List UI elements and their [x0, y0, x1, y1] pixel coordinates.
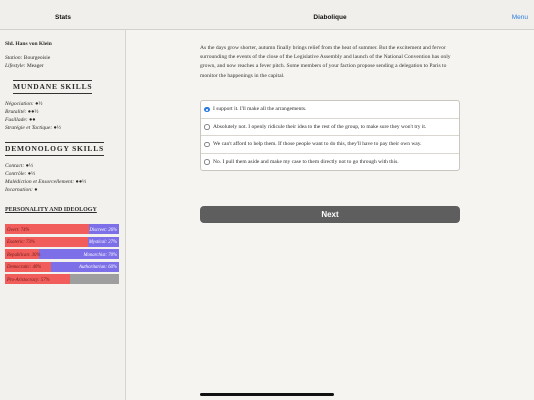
stats-title: Stats: [55, 14, 71, 21]
radio-icon[interactable]: [204, 124, 210, 130]
demonology-skills-list: [5, 162, 122, 194]
radio-selected-icon[interactable]: [204, 107, 210, 113]
mundane-skills-list: [5, 100, 122, 132]
next-button[interactable]: Next: [200, 206, 460, 223]
stats-content: [5, 40, 122, 287]
choice-text: I support it. I'll make all the arrangements.: [213, 106, 307, 112]
skill-contact: Contact: ●½: [5, 163, 34, 169]
story-title: Diabolique: [313, 14, 347, 21]
stats-pane: [0, 0, 126, 400]
skill-fusillade: Fusillade: ●●: [5, 117, 36, 123]
bar-left-label: Democratic: 40%: [7, 265, 42, 270]
demonology-skills-heading: DEMONOLOGY SKILLS: [5, 142, 104, 156]
story-text: As the days grow shorter, autumn finally brings relief from the heat of summer. But the excitement and fervor surrounding the events of the close of the Legislative Assembly and launch of the National Convention has only grown, and now reaches a fever pitch. Some members of your faction propose sending a delegation to Paris to monitor the happenings in the capital.: [200, 45, 451, 79]
skill-malediction: Malédiction et Ensorcellement: ●●½: [5, 179, 87, 185]
choice-text: We can't afford to help them. If those people want to do this, they'll have to pay their own way.: [213, 141, 422, 147]
personality-bars: [5, 224, 122, 284]
attribute-station: Station: Bourgeoisie: [5, 55, 51, 61]
radio-icon[interactable]: [204, 159, 210, 165]
personality-heading: PERSONALITY AND IDEOLOGY: [5, 207, 97, 213]
choice-option[interactable]: [201, 154, 459, 171]
character-name: Sld. Hans von Klein: [5, 41, 52, 47]
choice-option[interactable]: [201, 101, 459, 119]
skill-brutalite: Brutalité: ●●½: [5, 109, 39, 115]
personality-bar: [5, 224, 119, 234]
bar-right-label: Authoritarian: 60%: [79, 265, 117, 270]
attribute-lifestyle: Lifestyle: Meager: [5, 63, 44, 69]
radio-icon[interactable]: [204, 142, 210, 148]
choice-text: Absolutely not. I openly ridicule their idea to the rest of the group, to make sure they won't try it.: [213, 123, 427, 130]
character-attributes: [5, 54, 122, 70]
choice-option[interactable]: [201, 136, 459, 154]
personality-bar: [5, 237, 119, 247]
choice-list: [200, 100, 460, 171]
skill-incarnation: Incarnation: ●: [5, 187, 38, 193]
menu-button[interactable]: Menu: [511, 14, 528, 21]
mundane-skills-heading: MUNDANE SKILLS: [13, 80, 92, 94]
bar-right-label: Mystical: 27%: [88, 240, 117, 245]
personality-bar: [5, 274, 119, 284]
bar-left-label: Exoteric: 73%: [7, 240, 35, 245]
story-pane: [126, 0, 534, 400]
bar-left-label: Overt: 74%: [7, 227, 30, 233]
bar-right-label: Monarchist: 70%: [83, 252, 117, 258]
stats-navbar: [0, 0, 126, 30]
bar-left-label: Pro-Aristocracy: 57%: [7, 277, 50, 283]
choice-text: No. I pull them aside and make my case to them directly not to go through with this.: [213, 158, 399, 165]
skill-negociation: Négociation: ●½: [5, 101, 43, 107]
skill-strategie: Stratégie et Tactique: ●½: [5, 125, 61, 131]
home-indicator[interactable]: [200, 393, 334, 396]
personality-bar: [5, 262, 119, 272]
bar-left-label: Republican: 30%: [7, 252, 41, 258]
skill-controle: Contrôle: ●½: [5, 171, 36, 177]
personality-bar: [5, 249, 119, 259]
bar-right-label: Discreet: 26%: [89, 227, 117, 233]
choice-option[interactable]: [201, 119, 459, 137]
story-navbar: [126, 0, 534, 30]
